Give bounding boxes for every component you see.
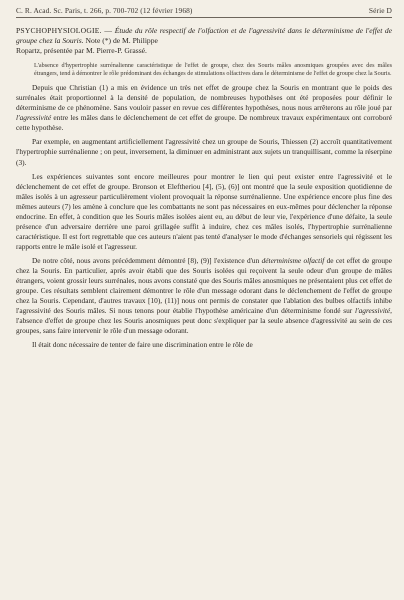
body-text bbox=[16, 83, 392, 350]
body-paragraph bbox=[16, 256, 392, 336]
body-paragraph bbox=[16, 172, 392, 252]
authors-line: Ropartz, présentée par M. Pierre-P. Grassé. bbox=[16, 46, 147, 55]
text-run: Par exemple, en augmentant artificiellement l'agressivité chez un groupe de Souris, Thiessen ( bbox=[32, 137, 313, 147]
text-run: 4 bbox=[205, 181, 209, 191]
text-run: 10 bbox=[150, 296, 158, 306]
text-run: )] ont montré que la seule exposition quotidienne de mâles isolés à un agresseur particulièrement violent provoquait la réponse surrénalienne. Une expérience encore plus fine des mêmes auteurs ( bbox=[16, 181, 392, 211]
title-text: Étude du rôle respectif de l'olfaction et de l'agressivité dans le déterminisme de l'effet de groupe chez la Souris. bbox=[16, 26, 392, 45]
text-run: 7 bbox=[64, 201, 69, 211]
text-run: )] nous ont permis de constater que l'ablation des bulbes olfactifs inhibe l'agressivité des Souris mâles. Si nous tenons pour établie l'hypothèse américaine d'un déterminisme fondé sur bbox=[16, 296, 392, 316]
text-run: Il était donc nécessaire de tenter de faire une discrimination entre le rôle de bbox=[32, 340, 253, 350]
text-run: entre les mâles dans le déclenchement de cet effet de groupe. De nombreux travaux expérimentaux ont corroboré cette hypothèse. bbox=[16, 113, 392, 133]
text-run: ), ( bbox=[157, 296, 168, 306]
section-label: PSYCHOPHYSIOLOGIE. — bbox=[16, 26, 113, 35]
text-run: ) accroît quantitativement l'hypertrophie surrénalienne ; on peut, inversement, la diminuer en administrant aux sujets un tranquillisant, comme la réserpine ( bbox=[16, 137, 392, 167]
text-run: Depuis que Christian ( bbox=[32, 83, 102, 93]
text-run: ) les amène à conclure que les combattants ne sont pas nécessaires en eux-mêmes pour déclencher la réponse endocrine. En effet, à condition que les Souris mâles isolées aient eu, au début de leur vie, l'expérience d'une défaite, la seule présence d'un adversaire derrière une paroi grillagée suffit à induire, chez ces mâles isolés, l'hypertrophie surrénalienne caractéristique. Il est fort regrettable que ces auteurs n'aient pas tenté d'analyser le mode d'échanges sensoriels qui régissent les rapports entre le mâle isolé et l'agresseur. bbox=[16, 201, 392, 251]
header-rule bbox=[16, 17, 392, 18]
text-run: Les expériences suivantes sont encore meilleures pour montrer le lien qui peut exister entre l'agressivité et le déclenchement de cet effet de groupe. Bronson et Eleftheriou [ bbox=[16, 171, 392, 191]
text-run: ], ( bbox=[208, 181, 219, 191]
text-run: 8 bbox=[190, 255, 195, 265]
abstract: L'absence d'hypertrophie surrénalienne caractéristique de l'effet de groupe, chez des Souris mâles anosmiques groupées avec des mâles étrangers, tend à démontrer le rôle prédominant des échanges de stimulations olfactives dans le déterminisme de l'effet de groupe chez la Souris. bbox=[34, 62, 392, 77]
text-run: 2 bbox=[312, 137, 316, 147]
text-run: De notre côté, nous avons précédemment démontré [ bbox=[32, 255, 191, 265]
text-run: )] l'existence d'un bbox=[206, 255, 262, 265]
text-run: , l'absence d'effet de groupe chez les Souris anosmiques peut donc s'expliquer par la seule absence d'agressivité au sein de ces groupes, sans faire intervenir le rôle d'un message odorant. bbox=[16, 306, 392, 336]
italic-term: déterminisme olfactif bbox=[261, 255, 325, 265]
body-paragraph bbox=[16, 340, 392, 350]
text-run: 11 bbox=[167, 296, 175, 306]
series-label: Série D bbox=[368, 6, 392, 15]
note-title bbox=[16, 26, 392, 46]
italic-term: l'agressivité bbox=[355, 306, 391, 316]
text-run: 3 bbox=[18, 157, 23, 167]
text-run: de cet effet de groupe chez la Souris. En particulier, après avoir établi que des Souris isolées qui reçoivent la seule odeur d'un groupe de mâles étrangers, voient grossir leurs surrénales, nous avons constaté que des Souris mâles anosmiques ne présentaient plus cet effet de groupe. Ces résultats semblent clairement démontrer le rôle d'un message odorant dans le déclenchement de l'effet de groupe chez la Souris. Cependant, d'autres travaux [ bbox=[16, 255, 392, 306]
text-run: ), ( bbox=[221, 181, 231, 191]
text-run: 9 bbox=[203, 255, 207, 265]
text-run: 5 bbox=[218, 181, 222, 191]
text-run: ), ( bbox=[194, 255, 204, 265]
title-suffix: Note (*) de M. Philippe bbox=[85, 36, 158, 45]
text-run: 6 bbox=[230, 181, 235, 191]
body-paragraph bbox=[16, 137, 392, 167]
italic-term: l'agressivité bbox=[16, 113, 52, 123]
text-run: ). bbox=[22, 157, 27, 167]
text-run: ) a mis en évidence un très net effet de groupe chez la Souris en montrant que le poids des surrénales était proportionnel à la densité de population, de nombreuses hypothèses ont été proposées pour définir le déterminisme de ce phénomène. Sans vouloir passer en revue ces différentes hypothèses, nous nous arrêterons au rôle joué par bbox=[16, 83, 392, 113]
page-header bbox=[16, 6, 392, 15]
text-run: 1 bbox=[101, 83, 106, 93]
body-paragraph bbox=[16, 83, 392, 133]
journal-citation: C. R. Acad. Sc. Paris, t. 266, p. 700-702 (12 février 1968) bbox=[16, 6, 193, 15]
